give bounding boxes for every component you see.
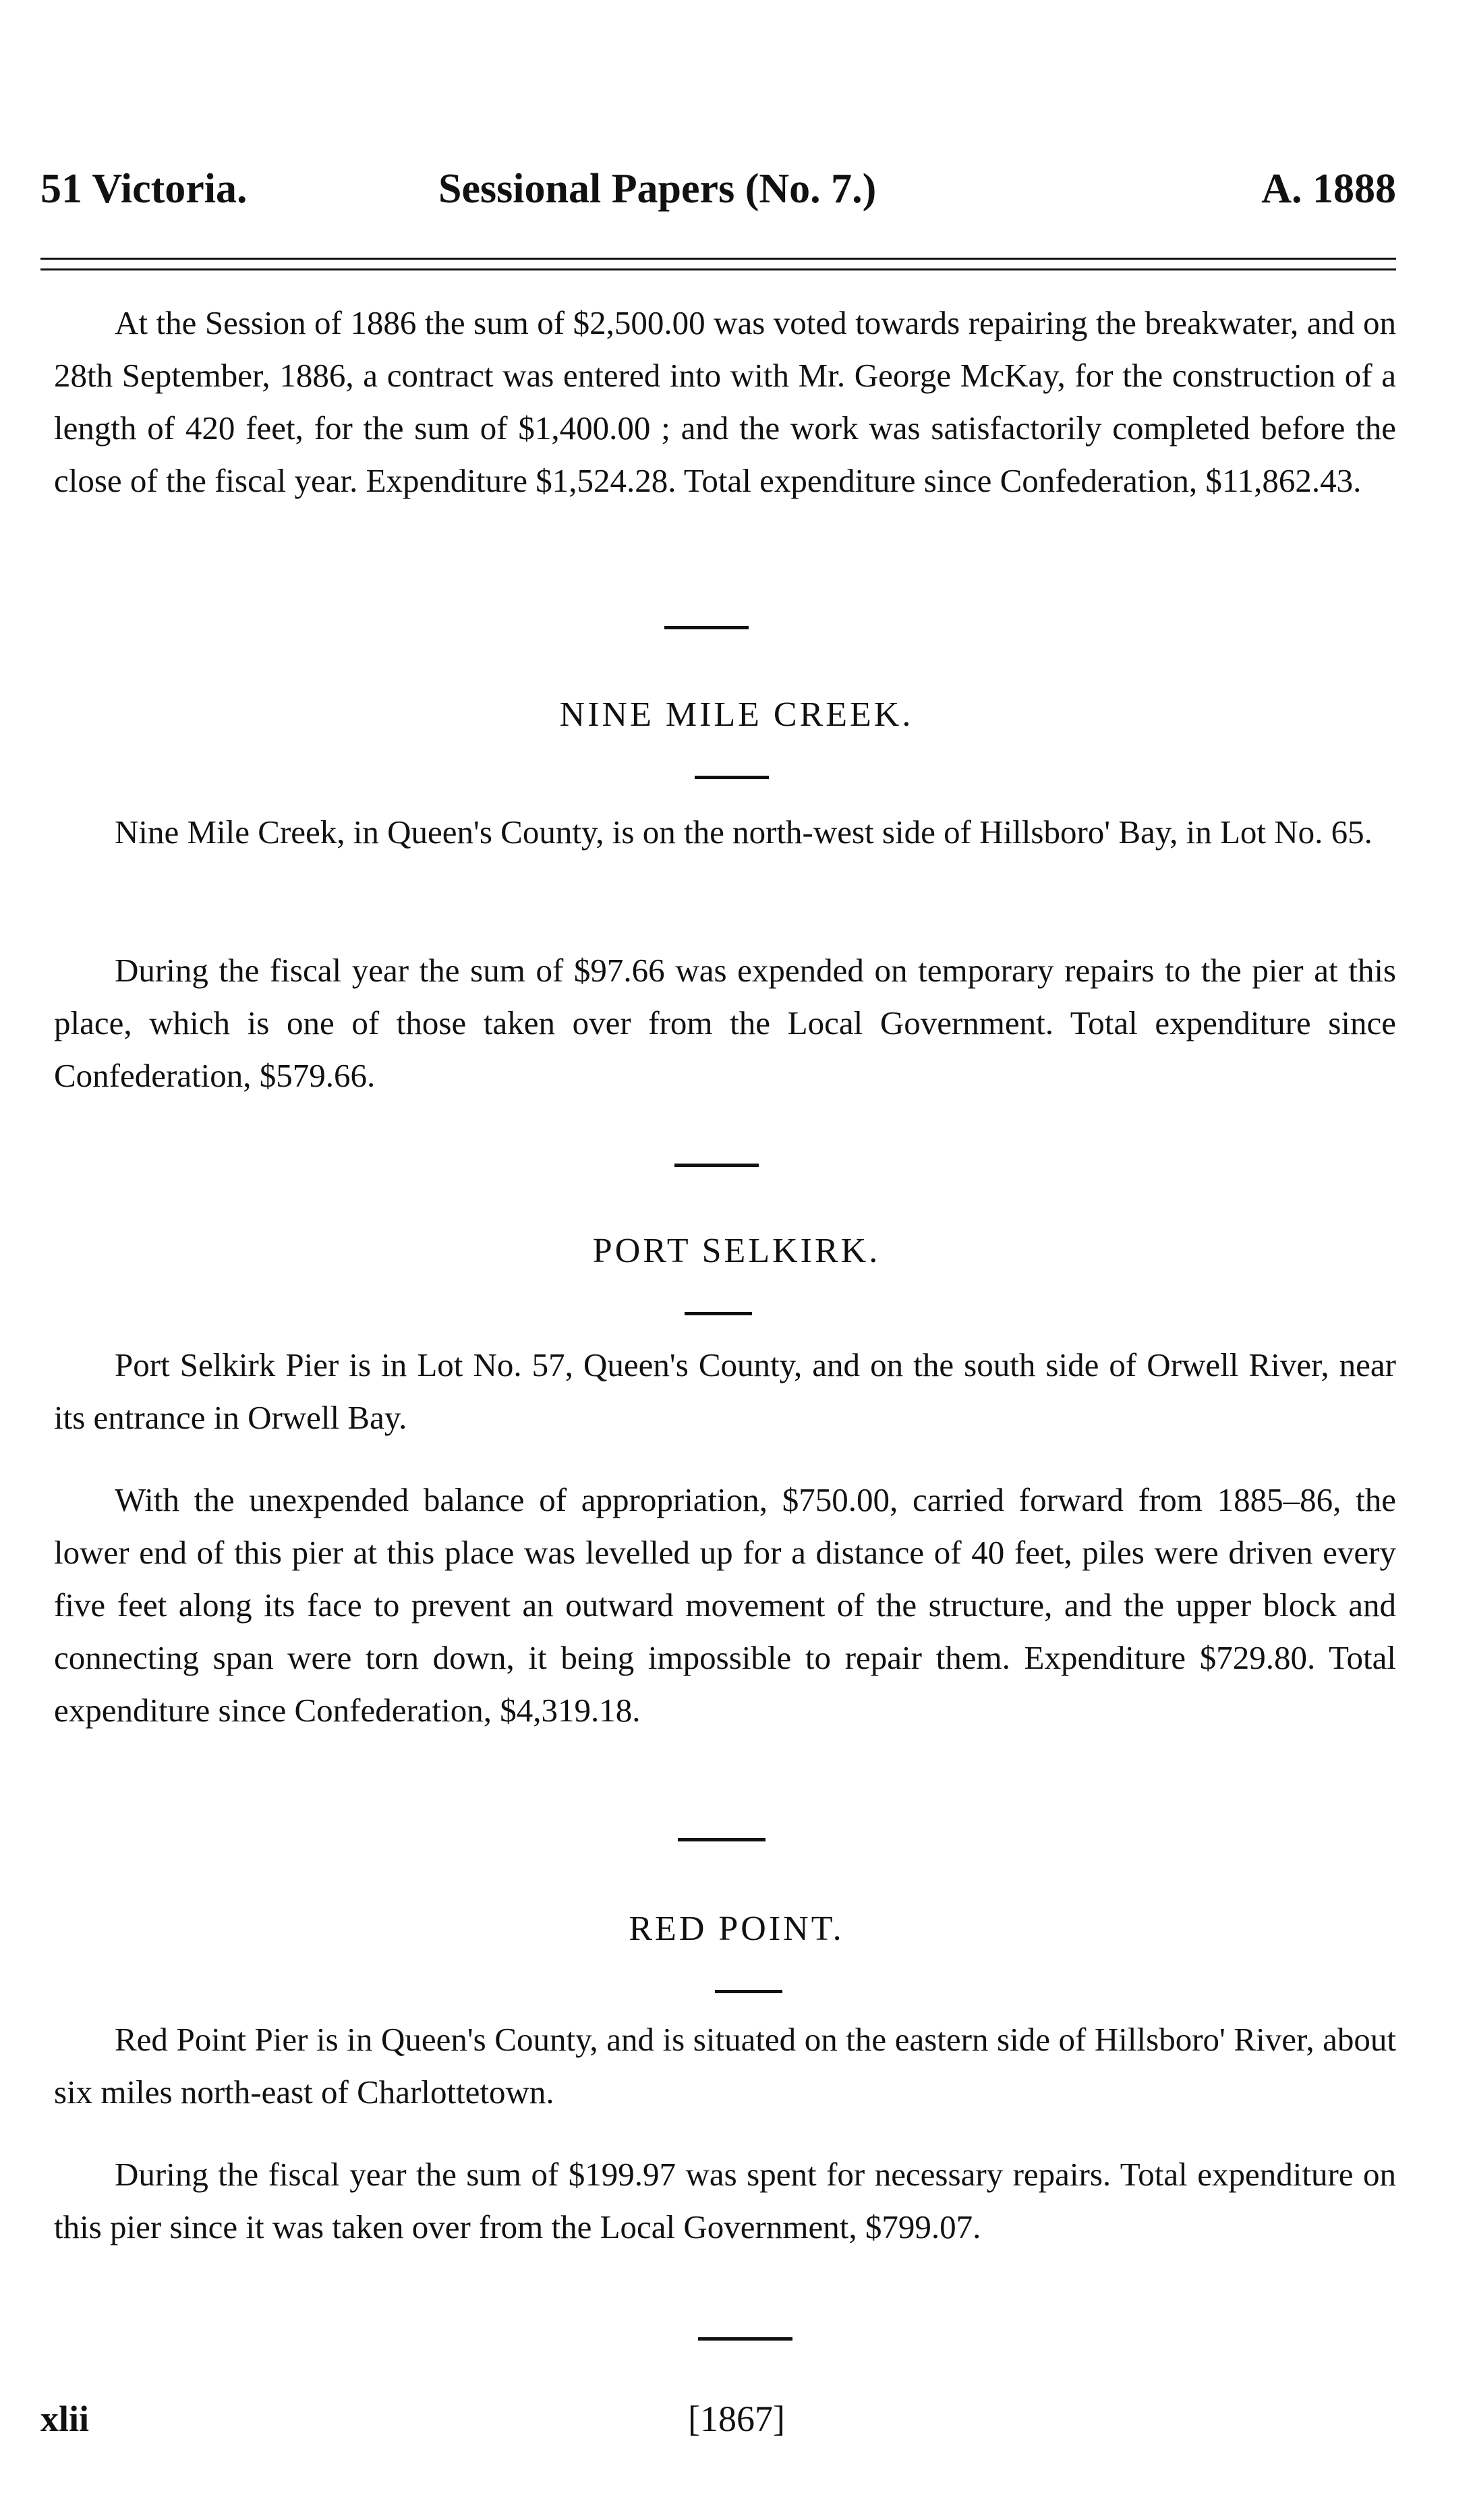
paragraph-nine-mile-location: Nine Mile Creek, in Queen's County, is on the north-west side of Hillsboro' Bay, in Lot No. 65. (115, 813, 1373, 851)
heading-underline (715, 1990, 782, 1993)
paragraph-breakwater: At the Session of 1886 the sum of $2,500.00 was voted towards repairing the breakwater, and on 28th September, 1886, a contract was entered into with Mr. George McKay, for the construction of a length of 420 feet, for the sum of $1,400.00 ; and the work was satisfactorily completed before the close of the fiscal year. Expenditure $1,524.28. Total expenditure since Confederation, $11,862.43. (54, 304, 1396, 499)
section-divider (698, 2337, 792, 2341)
header-rule (40, 258, 1396, 260)
section-divider (664, 626, 749, 629)
paragraph-nine-mile-expenditure: During the fiscal year the sum of $97.66 was expended on temporary repairs to the pier at this place, which is one of those taken over from the Local Government. Total expenditure since Confederation, $579.66. (54, 952, 1396, 1094)
paragraph-red-point-location: Red Point Pier is in Queen's County, and is situated on the eastern side of Hillsboro' River, about six miles north-east of Charlottetown. (54, 2021, 1396, 2111)
header-session: 51 Victoria. (40, 166, 248, 212)
heading-underline (695, 776, 769, 779)
header-year: A. 1888 (1261, 166, 1396, 212)
page-header (40, 165, 1396, 226)
section-divider (678, 1838, 766, 1841)
page-number-roman: xlii (40, 2399, 90, 2439)
paragraph-port-selkirk-location: Port Selkirk Pier is in Lot No. 57, Queen's County, and on the south side of Orwell River, near its entrance in Orwell Bay. (54, 1346, 1396, 1436)
heading-nine-mile-creek: NINE MILE CREEK. (559, 695, 914, 734)
header-rule-secondary (40, 268, 1396, 270)
page-number-bracket: [1867] (688, 2399, 785, 2439)
heading-red-point: RED POINT. (629, 1910, 844, 1948)
header-title: Sessional Papers (No. 7.) (438, 166, 877, 212)
paragraph-port-selkirk-expenditure: With the unexpended balance of appropriation, $750.00, carried forward from 1885–86, the lower end of this pier at this place was levelled up for a distance of 40 feet, piles were driven every five feet along its face to prevent an outward movement of the structure, and the upper block and connecting span were torn down, it being impossible to repair them. Expenditure $729.80. Total expenditure since Confederation, $4,319.18. (54, 1481, 1396, 1729)
heading-port-selkirk: PORT SELKIRK. (592, 1232, 881, 1270)
paragraph-red-point-expenditure: During the fiscal year the sum of $199.97 was spent for necessary repairs. Total expenditure on this pier since it was taken over from the Local Government, $799.07. (54, 2156, 1396, 2245)
section-divider (674, 1164, 759, 1167)
heading-underline (685, 1312, 752, 1315)
